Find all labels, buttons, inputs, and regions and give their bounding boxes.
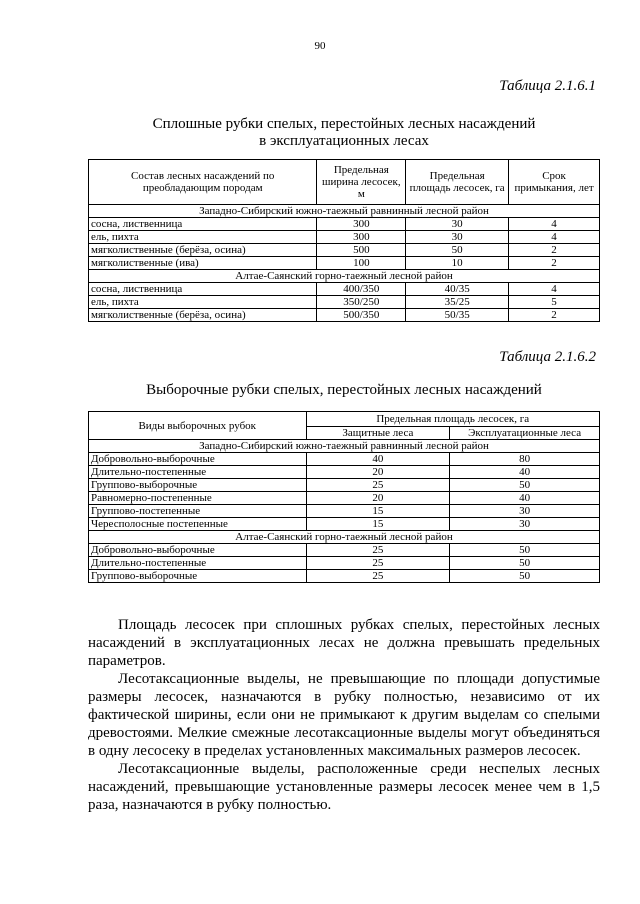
table-cell: 20 <box>306 492 450 505</box>
table-row <box>89 231 600 244</box>
table-cell: сосна, лиственница <box>89 218 317 231</box>
table-cell: 25 <box>306 557 450 570</box>
table-cell: 15 <box>306 505 450 518</box>
body-text <box>88 616 600 814</box>
table2-header-area: Предельная площадь лесосек, га <box>306 412 600 427</box>
region-title: Западно-Сибирский южно-таежный равнинный лесной район <box>89 205 600 218</box>
table-cell: ель, пихта <box>89 231 317 244</box>
table2-section-row <box>89 531 600 544</box>
table-row <box>89 296 600 309</box>
table-cell: Группово-постепенные <box>89 505 307 518</box>
table2-header-row <box>89 412 600 427</box>
selective-cutting-table <box>88 411 600 583</box>
table-cell: 10 <box>406 257 509 270</box>
table-row <box>89 492 600 505</box>
paragraph: Лесотаксационные выделы, не превышающие по площади допустимые размеры лесосек, назначаются в рубку полностью, независимо от их фактической ширины, если они не примыкают к другим выделам со спелыми древостоями. Мелкие смежные лесотаксационные выделы могут объединяться в одну лесосеку в пределах установленных максимальных размеров лесосек. <box>88 671 600 759</box>
table-cell: 40/35 <box>406 283 509 296</box>
table-cell: мягколиственные (берёза, осина) <box>89 244 317 257</box>
paragraph: Лесотаксационные выделы, расположенные среди неспелых лесных насаждений, превышающие установленные размеры лесосек менее чем в 1,5 раза, назначаются в рубку полностью. <box>88 761 600 813</box>
table-cell: 300 <box>317 231 406 244</box>
table2-section-row <box>89 440 600 453</box>
table-row <box>89 570 600 583</box>
table-cell: 30 <box>406 218 509 231</box>
table-cell: 500/350 <box>317 309 406 322</box>
table-cell: 40 <box>450 466 600 479</box>
table-cell: мягколиственные (берёза, осина) <box>89 309 317 322</box>
table-cell: 50 <box>450 557 600 570</box>
table-cell: 400/350 <box>317 283 406 296</box>
table-cell: 5 <box>509 296 600 309</box>
region-title: Алтае-Саянский горно-таежный лесной район <box>89 270 600 283</box>
table-cell: 40 <box>450 492 600 505</box>
table-cell: 4 <box>509 283 600 296</box>
table-cell: Чересполосные постепенные <box>89 518 307 531</box>
table-cell: 2 <box>509 309 600 322</box>
table1-header-cell: Предельная ширина лесосек, м <box>317 160 406 205</box>
table1-title-line1: Сплошные рубки спелых, перестойных лесных насаждений <box>152 116 536 132</box>
table2-header-exploitation: Эксплуатационные леса <box>450 427 600 440</box>
table-row <box>89 518 600 531</box>
table-cell: Длительно-постепенные <box>89 466 307 479</box>
table2-title: Выборочные рубки спелых, перестойных лесных насаждений <box>146 382 542 398</box>
table1-title <box>88 116 600 150</box>
table-cell: 50 <box>450 479 600 492</box>
table-cell: Добровольно-выборочные <box>89 453 307 466</box>
table1-section-row <box>89 205 600 218</box>
table-cell: 35/25 <box>406 296 509 309</box>
table-cell: 2 <box>509 244 600 257</box>
table-cell: мягколиственные (ива) <box>89 257 317 270</box>
table-cell: 4 <box>509 218 600 231</box>
table1-header-cell: Срок примыкания, лет <box>509 160 600 205</box>
table2-header-type: Виды выборочных рубок <box>89 412 307 440</box>
table-cell: 4 <box>509 231 600 244</box>
table-cell: 2 <box>509 257 600 270</box>
table-cell: 500 <box>317 244 406 257</box>
table-cell: 25 <box>306 544 450 557</box>
table2-label: Таблица 2.1.6.2 <box>499 349 596 365</box>
table-cell: 50 <box>450 544 600 557</box>
table1-section-row <box>89 270 600 283</box>
page-number: 90 <box>314 40 326 52</box>
table-cell: Группово-выборочные <box>89 570 307 583</box>
table-cell: 40 <box>306 453 450 466</box>
table-row <box>89 453 600 466</box>
table-cell: Длительно-постепенные <box>89 557 307 570</box>
table-cell: 50 <box>450 570 600 583</box>
table-cell: 300 <box>317 218 406 231</box>
table-cell: Равномерно-постепенные <box>89 492 307 505</box>
table-cell: 100 <box>317 257 406 270</box>
table-cell: 350/250 <box>317 296 406 309</box>
table-cell: 50 <box>406 244 509 257</box>
table-cell: 25 <box>306 479 450 492</box>
table-row <box>89 257 600 270</box>
table-row <box>89 557 600 570</box>
table-cell: 30 <box>406 231 509 244</box>
table-row <box>89 479 600 492</box>
table-row <box>89 466 600 479</box>
table-cell: 80 <box>450 453 600 466</box>
table-row <box>89 505 600 518</box>
table-row <box>89 283 600 296</box>
paragraph: Площадь лесосек при сплошных рубках спелых, перестойных лесных насаждений в эксплуатационных лесах не должна превышать предельных параметров. <box>88 617 600 669</box>
table2-header-protective: Защитные леса <box>306 427 450 440</box>
table-cell: Добровольно-выборочные <box>89 544 307 557</box>
table-cell: 20 <box>306 466 450 479</box>
table1-title-line2: в эксплуатационных лесах <box>259 133 429 149</box>
table1-header-row <box>89 160 600 205</box>
table-row <box>89 309 600 322</box>
clear-cutting-table <box>88 159 600 322</box>
table-cell: 15 <box>306 518 450 531</box>
table-row <box>89 544 600 557</box>
table1-label: Таблица 2.1.6.1 <box>499 78 596 94</box>
table-row <box>89 244 600 257</box>
table-cell: ель, пихта <box>89 296 317 309</box>
table-cell: 25 <box>306 570 450 583</box>
table1-header-cell: Состав лесных насаждений по преобладающим породам <box>89 160 317 205</box>
region-title: Западно-Сибирский южно-таежный равнинный лесной район <box>89 440 600 453</box>
table1-header-cell: Предельная площадь лесосек, га <box>406 160 509 205</box>
table-row <box>89 218 600 231</box>
table-cell: сосна, лиственница <box>89 283 317 296</box>
region-title: Алтае-Саянский горно-таежный лесной район <box>89 531 600 544</box>
table-cell: 30 <box>450 505 600 518</box>
table-cell: Группово-выборочные <box>89 479 307 492</box>
table-cell: 50/35 <box>406 309 509 322</box>
table-cell: 30 <box>450 518 600 531</box>
